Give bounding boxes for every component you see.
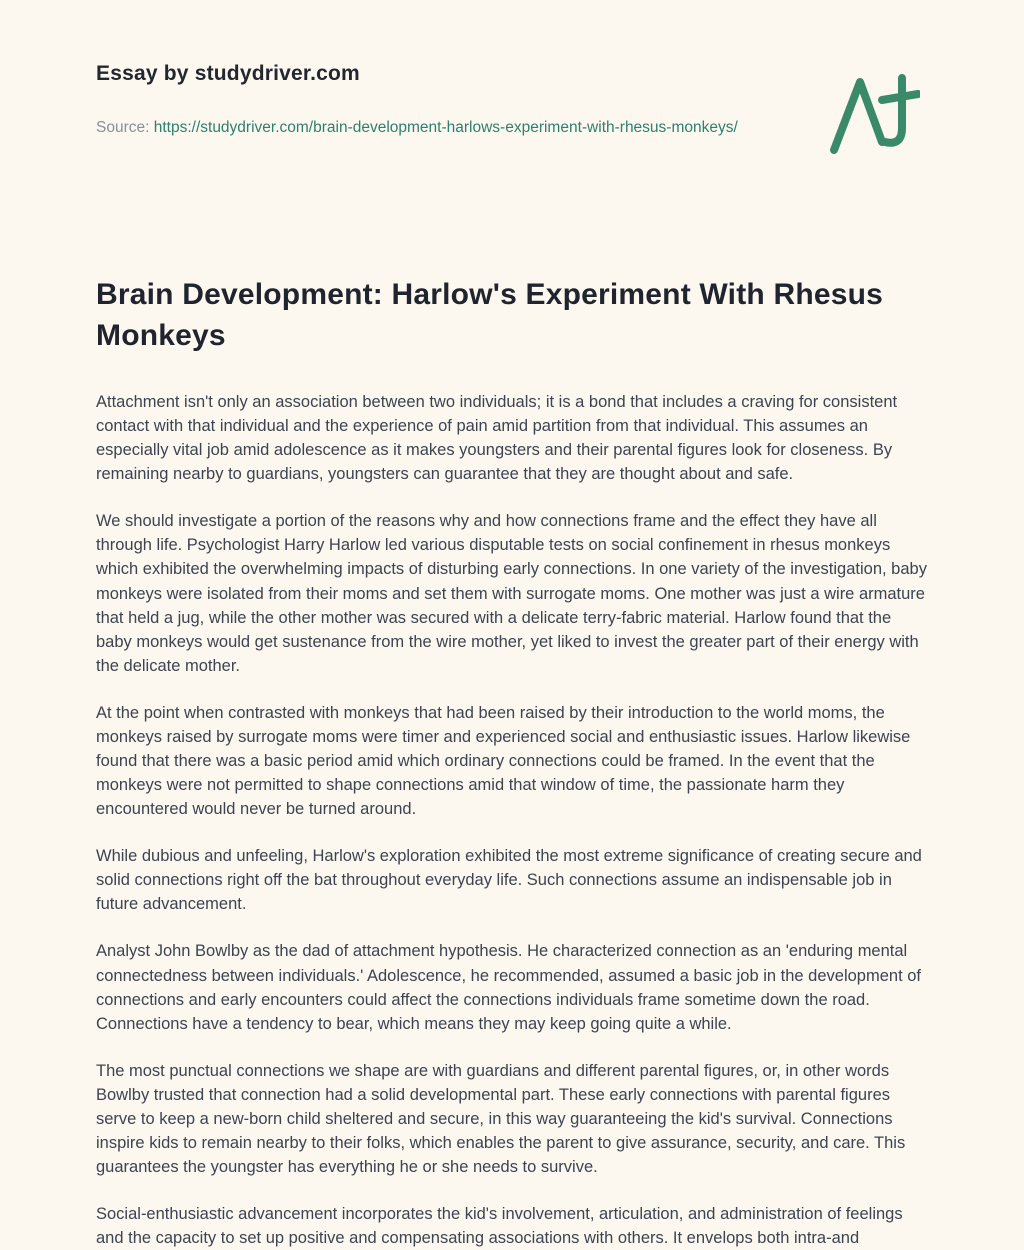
studydriver-logo-icon (828, 70, 920, 167)
essay-body (96, 390, 928, 1250)
essay-by-line: Essay by studydriver.com (96, 62, 360, 85)
source-line (96, 116, 738, 140)
paragraph: At the point when contrasted with monkeys that had been raised by their introduction to the world moms, the monkeys raised by surrogate moms were timer and experienced social and enthusiastic issues. Harlow likewise found that there was a basic period amid which ordinary connections could be framed. In the event that the monkeys were not permitted to shape connections amid that window of time, the passionate harm they encountered would never be turned around. (96, 703, 911, 819)
source-label: Source: (96, 119, 150, 136)
source-url-link[interactable]: https://studydriver.com/brain-development-harlows-experiment-with-rhesus-monkeys/ (153, 119, 738, 136)
page-title: Brain Development: Harlow's Experiment With Rhesus Monkeys (96, 278, 884, 352)
paragraph: The most punctual connections we shape are with guardians and different parental figures, or, in other words Bowlby trusted that connection had a solid developmental part. These early connections with parental figures serve to keep a new-born child sheltered and secure, in this way guaranteeing the kid's survival. Connections inspire kids to remain nearby to their folks, which enables the parent to give assurance, security, and care. This guarantees the youngster has everything he or she needs to survive. (96, 1061, 906, 1177)
paragraph: Analyst John Bowlby as the dad of attachment hypothesis. He characterized connection as an 'enduring mental connectedness between individuals.' Adolescence, he recommended, assumed a basic job in the development of connections and early encounters could affect the connections individuals frame sometime down the road. Connections have a tendency to bear, which means they may keep going quite a while. (96, 942, 921, 1033)
page-header (96, 62, 928, 167)
paragraph: We should investigate a portion of the reasons why and how connections frame and the effect they have all through life. Psychologist Harry Harlow led various disputable tests on social confinement in rhesus monkeys which exhibited the overwhelming impacts of disturbing early connections. In one variety of the investigation, baby monkeys were isolated from their moms and set them with surrogate moms. One mother was just a wire armature that held a jug, while the other mother was secured with a delicate terry-fabric material. Harlow found that the baby monkeys would get sustenance from the wire mother, yet liked to invest the greater part of their energy with the delicate mother. (96, 512, 927, 675)
paragraph: Social-enthusiastic advancement incorporates the kid's involvement, articulation, and administration of feelings and the capacity to set up positive and compensating associations with others. It envelops both intra-and (96, 1205, 903, 1248)
paragraph: Attachment isn't only an association between two individuals; it is a bond that includes a craving for consistent contact with that individual and the experience of pain amid partition from that individual. This assumes an especially vital job amid adolescence as it makes youngsters and their parental figures look for closeness. By remaining nearby to guardians, youngsters can guarantee that they are thought about and safe. (96, 393, 898, 484)
header-text-block (96, 62, 738, 140)
paragraph: While dubious and unfeeling, Harlow's exploration exhibited the most extreme significance of creating secure and solid connections right off the bat throughout everyday life. Such connections assume an indispensable job in future advancement. (96, 847, 922, 914)
